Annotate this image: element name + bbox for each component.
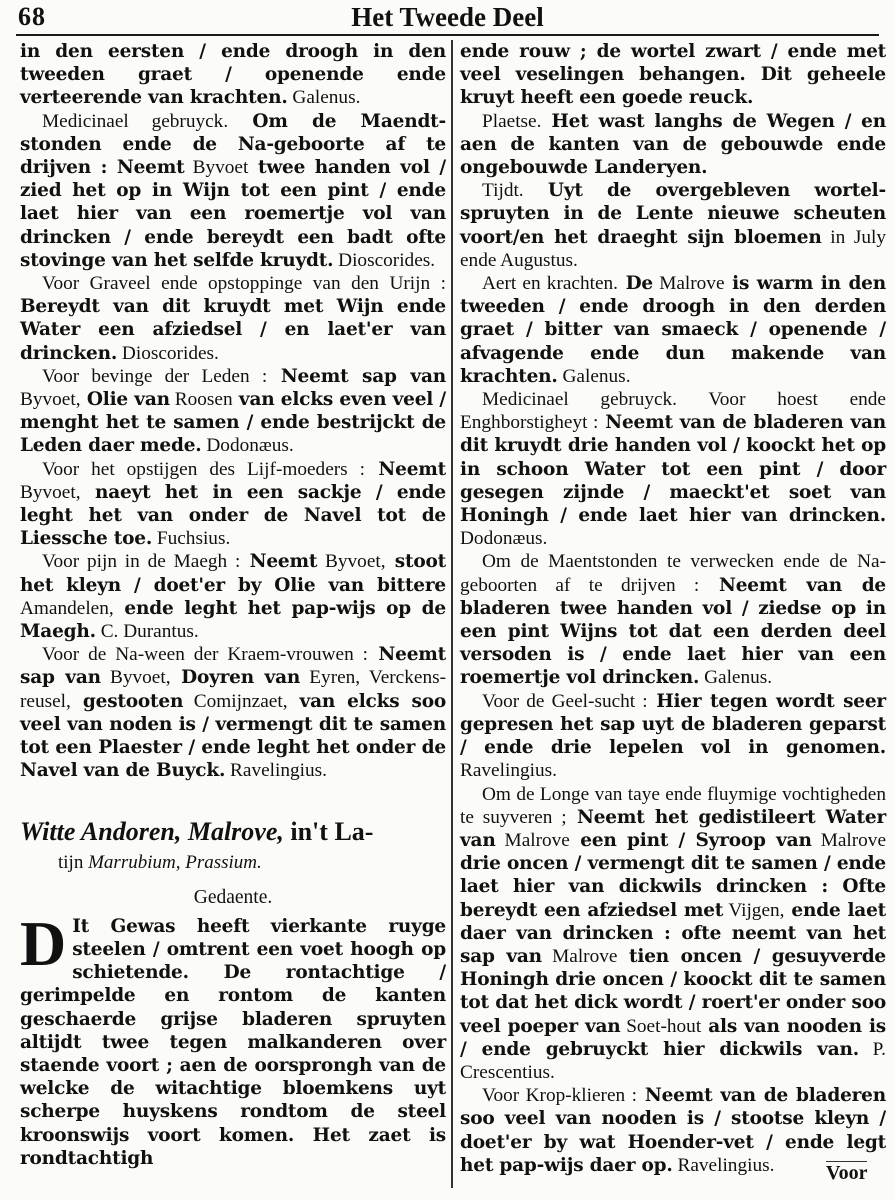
paragraph-right-1: ende rouw ; de wortel zwart / ende met veel veselingen behangen. Dit geheele kruyt heeft een goede reuck. [460,41,886,109]
left-column [20,40,446,1170]
paragraph-right-7: Voor de Geel-sucht : Hier tegen wordt seer gepresen het sap uyt de bladeren geparst / ende drie lepelen vol in genomen. Ravelingius. [460,690,886,782]
paragraph-left-7: Voor de Na-ween der Kraem-vrouwen : Neemt sap van Byvoet, Doyren van Eyren, Verckens-reusel, gestooten Comijnzaet, van elcks soo veel van noden is / vermengt dit te samen tot een Plaester / ende leght het onder de Navel van de Buyck. Ravelingius. [20,644,447,782]
header-rule [16,34,879,36]
latin-name-line: tijn Marrubium, Prassium. [58,851,262,873]
paragraph-right-3: Tijdt. Uyt de overgebleven wortel-spruyten in de Lente nieuwe scheuten voort/en het draeght sijn bloemen in July ende Augustus. [460,180,886,271]
paragraph-right-4: Aert en krachten. De Malrove is warm in den tweeden / ende droogh in den derden graet / bitter van smaeck / openende / afvagende ende dun makende van krachten. Galenus. [460,273,887,387]
drop-cap: D [20,907,67,979]
page-header [0,0,895,34]
page-number: 68 [18,2,46,31]
catchword: Voor [826,1162,868,1184]
right-column [460,40,886,1177]
paragraph-right-9: Voor Krop-klieren : Neemt van de bladeren soo veel van nooden is / stootse kleyn / doet'er by wat Hoender-vet / ende legt het pap-wijs daer op. Ravelingius. [460,1085,887,1176]
paragraph-left-3: Voor Graveel ende opstoppinge van den Urijn : Bereydt van dit kruydt met Wijn ende Water een afziedsel / en laet'er van drincken. Dioscorides. [20,273,446,364]
paragraph-left-5: Voor het opstijgen des Lijf-moeders : Neemt Byvoet, naeyt het in een sackje / ende leght het van onder de Navel tot de Liessche toe. Fuchsius. [20,458,447,550]
column-divider [451,40,453,1188]
paragraph-left-8: D It Gewas heeft vierkante ruyge steelen / omtrent een voet hoogh op schietende. De rontachtige / gerimpelde en rontom de kanten geschaerde grijse bladeren spruyten altijdt twee tegen malkanderen over staende voort ; aen de oorsprongh van de welcke de witachtige bloemkens uyt scherpe huyskens rondtom de steel kroonswijs voort komen. Het zaet is rondtachtigh [20,907,446,1169]
paragraph-left-4: Voor bevinge der Leden : Neemt sap van Byvoet, Olie van Roosen van elcks even veel / menght het te samen / ende bestrijckt de Leden daer mede. Dodonæus. [20,365,447,457]
paragraph-right-8: Om de Longe van taye ende fluymige vochtigheden te suyveren ; Neemt het gedistileert Water van Malrove een pint / Syroop van Malrove drie oncen / vermengt dit te samen / ende laet hier van dickwils drincken : Ofte bereydt een afziedsel met Vijgen, ende laet daer van drincken : ofte neemt van het sap van Malrove tien oncen / gesuyverde Honingh drie oncen / koockt dit te samen tot dat het dick wordt / roert'er onder soo veel poeper van Soet-hout als van nooden is / ende gebruyckt hier dickwils van. P. Crescentius. [460,783,887,1083]
paragraph-right-2: Plaetse. Het wast langhs de Wegen / en aen de kanten van de gebouwde ende ongebouwde Landeryen. [460,110,886,179]
paragraph-left-2: Medicinael gebruyck. Om de Maendt-stonden ende de Na-geboorte af te drijven : Neemt Byvoet twee handen vol / zied het op in Wijn tot een pint / ende laet hier van een roemertje vol van drincken / ende bereydt een badt ofte stovinge van het selfde kruydt. Dioscorides. [20,110,446,271]
paragraph-left-1: in den eersten / ende droogh in den tweeden graet / openende ende verteerende van krachten. Galenus. [20,41,446,109]
subsection-title: Gedaente. [193,886,273,908]
paragraph-right-6: Om de Maentstonden te verwecken ende de Na-geboorten af te drijven : Neemt van de bladeren twee handen vol / ziedse op in een pint Wijns tot dat een derden deel versoden is / ende laet hier van een roemertje vol drincken. Galenus. [460,551,886,689]
paragraph-left-6: Voor pijn in de Maegh : Neemt Byvoet, stoot het kleyn / doet'er by Olie van bittere Amandelen, ende leght het pap-wijs op de Maegh. C. Durantus. [20,551,446,643]
running-title: Het Tweede Deel [351,2,544,32]
section-heading: Witte Andoren, Malrove, in't La- [20,816,374,846]
paragraph-right-5: Medicinael gebruyck. Voor hoest ende Enghborstigheyt : Neemt van de bladeren van dit kruydt drie handen vol / koockt het op in schoon Water tot een pint / door gesegen zijnde / maeckt'et soet van Honingh / ende laet hier van drincken. Dodonæus. [460,389,887,550]
